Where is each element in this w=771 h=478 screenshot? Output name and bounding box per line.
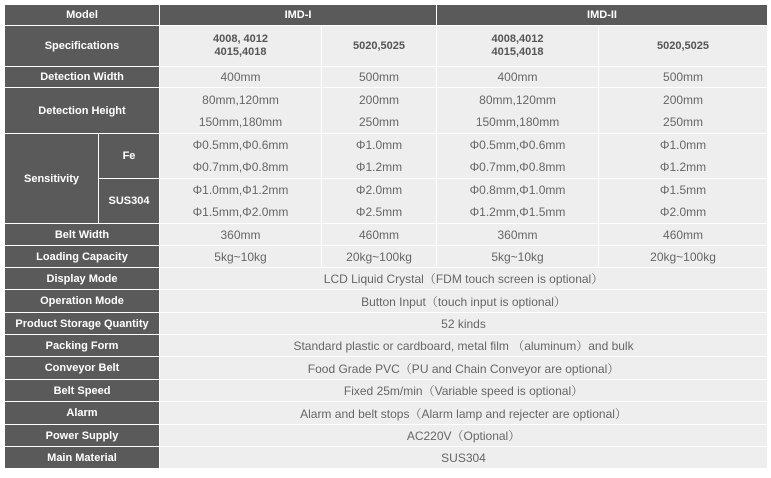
belt-width-value: 460mm (599, 224, 768, 246)
row-packing-form (5, 335, 768, 357)
sensitivity-fe-value (160, 134, 322, 179)
line: Φ2.0mm (355, 183, 403, 197)
display-mode-value: LCD Liquid Crystal（FDM touch screen is optional） (160, 268, 768, 290)
belt-width-value: 360mm (160, 224, 322, 246)
line: Φ1.0mm,Φ1.2mm (192, 183, 289, 197)
line: 80mm,120mm (202, 92, 279, 107)
sensitivity-fe-value (322, 134, 437, 179)
packing-form-value: Standard plastic or cardboard, metal film （aluminum）and bulk (160, 335, 768, 357)
row-specifications (5, 26, 768, 67)
belt-width-value: 460mm (322, 224, 437, 246)
line: Φ1.2mm (659, 160, 707, 174)
line: Φ0.5mm,Φ0.6mm (192, 138, 289, 152)
alarm-label: Alarm (5, 402, 160, 425)
line: Φ0.7mm,Φ0.8mm (192, 160, 289, 174)
detection-height-value (599, 88, 768, 134)
line: Φ2.5mm (355, 205, 403, 219)
main-material-label: Main Material (5, 447, 160, 469)
row-belt-width (5, 224, 768, 246)
detection-height-label: Detection Height (5, 88, 160, 134)
spec-value: 5020,5025 (599, 26, 768, 67)
line: Φ1.2mm,Φ1.5mm (469, 205, 566, 219)
row-display-mode (5, 268, 768, 290)
loading-capacity-value: 5kg~10kg (437, 246, 599, 268)
row-alarm (5, 402, 768, 425)
line: Φ1.5mm,Φ2.0mm (192, 205, 289, 219)
row-sensitivity-fe (5, 134, 768, 179)
row-belt-speed (5, 380, 768, 402)
sensitivity-sus-value (437, 179, 599, 224)
loading-capacity-value: 5kg~10kg (160, 246, 322, 268)
model-imd-1: IMD-I (160, 5, 437, 26)
line: Φ0.7mm,Φ0.8mm (469, 160, 566, 174)
sensitivity-fe-value (599, 134, 768, 179)
detection-height-value (160, 88, 322, 134)
detection-width-label: Detection Width (5, 67, 160, 88)
line: 250mm (359, 114, 400, 129)
belt-width-label: Belt Width (5, 224, 160, 246)
detection-width-value: 500mm (599, 67, 768, 88)
sensitivity-sus-value (599, 179, 768, 224)
detection-width-value: 500mm (322, 67, 437, 88)
packing-form-label: Packing Form (5, 335, 160, 357)
line: 150mm,180mm (198, 114, 283, 129)
line: 150mm,180mm (475, 114, 560, 129)
row-power-supply (5, 425, 768, 447)
row-product-storage (5, 313, 768, 335)
line: Φ1.5mm (659, 183, 707, 197)
detection-width-value: 400mm (437, 67, 599, 88)
product-storage-value: 52 kinds (160, 313, 768, 335)
row-conveyor-belt (5, 357, 768, 380)
detection-height-value (322, 88, 437, 134)
sensitivity-sus-value (160, 179, 322, 224)
line: 80mm,120mm (479, 92, 556, 107)
power-supply-label: Power Supply (5, 425, 160, 447)
row-model (5, 5, 768, 26)
model-imd-2: IMD-II (437, 5, 768, 26)
loading-capacity-label: Loading Capacity (5, 246, 160, 268)
sensitivity-fe-label: Fe (99, 134, 160, 179)
power-supply-value: AC220V（Optional） (160, 425, 768, 447)
detection-width-value: 400mm (160, 67, 322, 88)
row-detection-width (5, 67, 768, 88)
line: Φ1.2mm (355, 160, 403, 174)
row-loading-capacity (5, 246, 768, 268)
spec-label: Specifications (5, 26, 160, 67)
row-main-material (5, 447, 768, 469)
belt-speed-label: Belt Speed (5, 380, 160, 402)
sensitivity-fe-value (437, 134, 599, 179)
main-material-value: SUS304 (160, 447, 768, 469)
line: Φ1.0mm (659, 138, 707, 152)
sensitivity-label: Sensitivity (5, 134, 99, 224)
loading-capacity-value: 20kg~100kg (599, 246, 768, 268)
spec-table (4, 4, 768, 469)
conveyor-belt-value: Food Grade PVC（PU and Chain Conveyor are optional） (160, 357, 768, 380)
belt-speed-value: Fixed 25m/min（Variable speed is optional） (160, 380, 768, 402)
line: Φ0.5mm,Φ0.6mm (469, 138, 566, 152)
sensitivity-sus-label: SUS304 (99, 179, 160, 224)
loading-capacity-value: 20kg~100kg (322, 246, 437, 268)
row-operation-mode (5, 290, 768, 313)
row-sensitivity-sus (5, 179, 768, 224)
line: 200mm (359, 92, 400, 107)
line: 250mm (663, 114, 704, 129)
spec-value: 4008, 4012 4015,4018 (160, 26, 322, 67)
spec-value: 5020,5025 (322, 26, 437, 67)
spec-value: 4008,4012 4015,4018 (437, 26, 599, 67)
display-mode-label: Display Mode (5, 268, 160, 290)
line: Φ0.8mm,Φ1.0mm (469, 183, 566, 197)
sensitivity-sus-value (322, 179, 437, 224)
operation-mode-label: Operation Mode (5, 290, 160, 313)
product-storage-label: Product Storage Quantity (5, 313, 160, 335)
line: Φ2.0mm (659, 205, 707, 219)
line: 200mm (663, 92, 704, 107)
conveyor-belt-label: Conveyor Belt (5, 357, 160, 380)
detection-height-value (437, 88, 599, 134)
operation-mode-value: Button Input（touch input is optional） (160, 290, 768, 313)
alarm-value: Alarm and belt stops（Alarm lamp and rejecter are optional） (160, 402, 768, 425)
line: Φ1.0mm (355, 138, 403, 152)
model-label: Model (5, 5, 160, 26)
row-detection-height (5, 88, 768, 134)
belt-width-value: 360mm (437, 224, 599, 246)
